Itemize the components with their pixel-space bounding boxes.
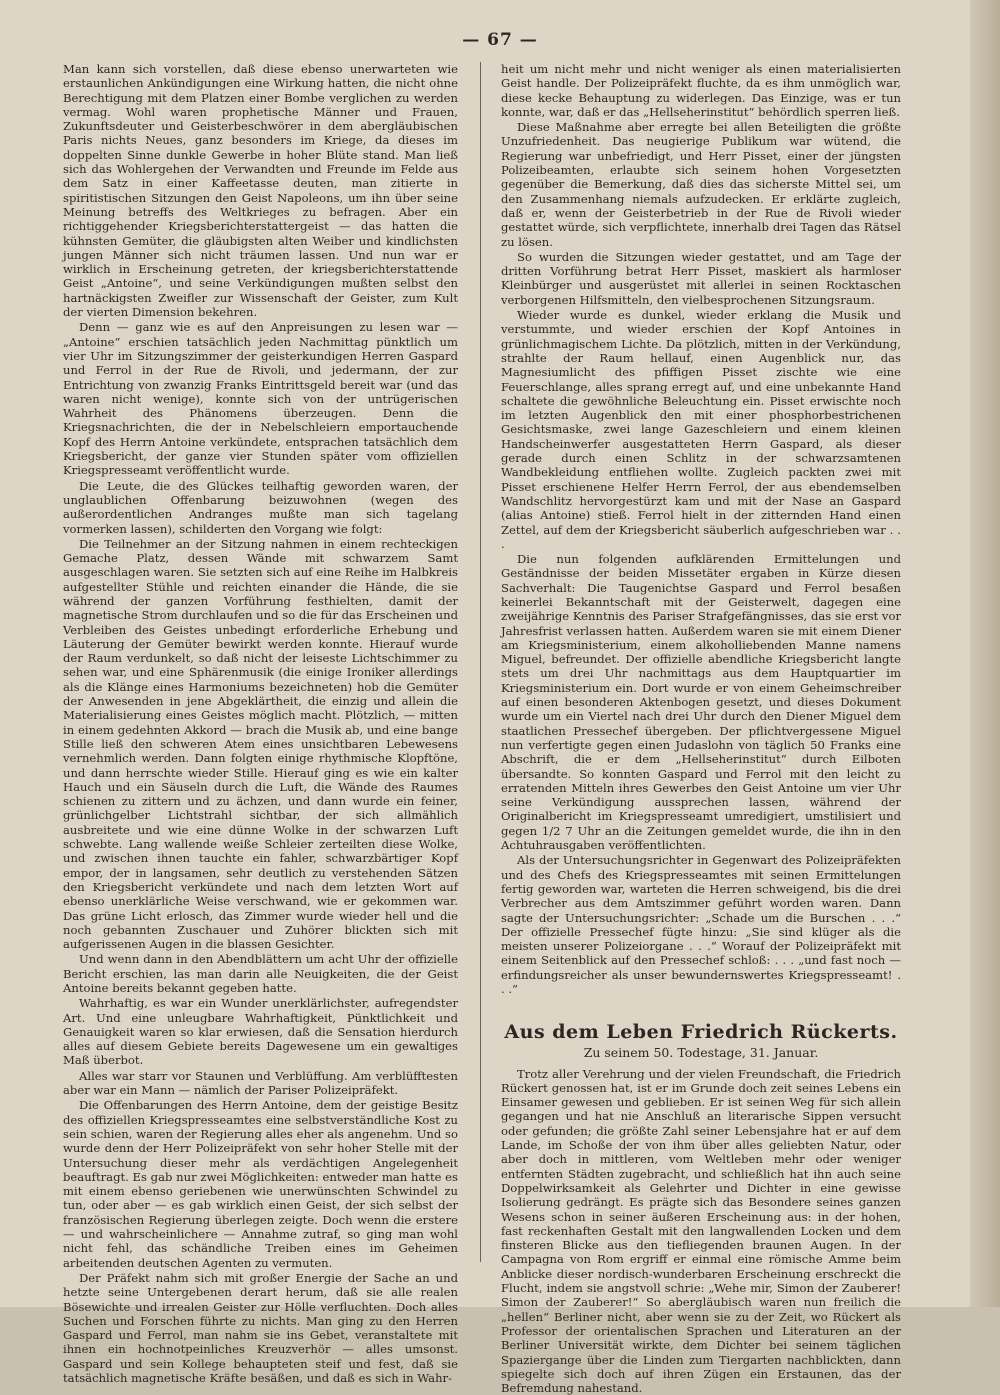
paragraph: Wahrhaftig, es war ein Wunder unerklärlichster, aufregendster Art. Und eine unleugbare Wahrhaftigkeit, Pünktlichkeit und Genauigkeit waren so klar erwiesen, daß die Sensation hierdurch alles auf diesem Gebiete bereits Dagewesene um ein gewaltiges Maß überbot. [63, 996, 458, 1068]
paragraph: Die Leute, die des Glückes teilhaftig geworden waren, der unglaublichen Offenbarung beizuwohnen (wegen des außerordentlichen Andranges mußte man sich tagelang vormerken lassen), schilderten den Vorgang wie folgt: [63, 478, 458, 536]
left-column [63, 62, 458, 1386]
paragraph: Und wenn dann in den Abendblättern um acht Uhr der offizielle Bericht erschien, las man darin alle Neuigkeiten, die der Geist Antoine bereits bekannt gegeben hatte. [63, 952, 458, 995]
paragraph: So wurden die Sitzungen wieder gestattet, und am Tage der dritten Vorführung betrat Herr Pisset, maskiert als harmloser Kleinbürger und ausgerüstet mit allerlei in seinen Rocktaschen verborgenen Hilfsmitteln, den vielbesprochenen Sitzungsraum. [501, 249, 901, 307]
paragraph: Die nun folgenden aufklärenden Ermittelungen und Geständnisse der beiden Missetäter ergaben in Kürze diesen Sachverhalt: Die Taugenichtse Gaspard und Ferrol besaßen keinerlei Bekanntschaft mit der Geisterwelt, dagegen eine zweijährige Kenntnis des Pariser Strafgefängnisses, das sie erst vor Jahresfrist verlassen hatten. Außerdem waren sie mit einem Diener am Kriegsministerium, einem alkoholliebenden Manne namens Miguel, befreundet. Der offizielle abendliche Kriegsbericht langte stets um drei Uhr nachmittags aus dem Hauptquartier im Kriegsministerium ein. Dort wurde er von einem Geheimschreiber auf einen besonderen Aktenbogen gesetzt, und dieses Dokument wurde um ein Viertel nach drei Uhr durch den Diener Miguel dem staatlichen Pressechef übergeben. Der pflichtvergessene Miguel nun verfertigte gegen einen Judaslohn von täglich 50 Franks eine Abschrift, die er dem „Hellseherinstitut“ durch Eilboten übersandte. So konnten Gaspard und Ferrol mit den leicht zu erratenden Mitteln ihres Gewerbes den Geist Antoine um vier Uhr seine Verkündigung aussprechen lassen, während der Originalbericht im Kriegspresseamt umredigiert, umstilisiert und gegen 1/2 7 Uhr an die Zeitungen gemeldet wurde, die ihn in den Achtuhrausgaben veröffentlichten. [501, 552, 901, 853]
column-divider [480, 62, 481, 1262]
paragraph: Die Offenbarungen des Herrn Antoine, dem der geistige Besitz des offiziellen Kriegspresseamtes eine selbstverständliche Kost zu sein schien, waren der Regierung alles eher als angenehm. Und so wurde denn der Herr Polizeipräfekt von sehr hoher Stelle mit der Untersuchung dieser mehr als verdächtigen Angelegenheit beauftragt. Es gab nur zwei Möglichkeiten: entweder man hatte es mit einem ebenso geriebenen wie unerwünschten Schwindel zu tun, oder aber — es gab wirklich einen Geist, der sich selbst der französischen Regierung überlegen zeigte. Doch wenn die erstere — und wahrscheinlichere — Annahme zutraf, so ging man wohl nicht fehl, das schändliche Treiben eines im Geheimen arbeitenden deutschen Agenten zu vermuten. [63, 1098, 458, 1270]
paragraph: Alles war starr vor Staunen und Verblüffung. Am verblüfftesten aber war ein Mann — nämlich der Pariser Polizeipräfekt. [63, 1068, 458, 1098]
paragraph: Als der Untersuchungsrichter in Gegenwart des Polizeipräfekten und des Chefs des Kriegspresseamtes mit seinen Ermittelungen fertig geworden war, warteten die Herren schweigend, bis die drei Verbrecher aus dem Amtszimmer geführt worden waren. Dann sagte der Untersuchungsrichter: „Schade um die Burschen . . .“ Der offizielle Pressechef fügte hinzu: „Sie sind klüger als die meisten unserer Polizeiorgane . . .“ Worauf der Polizeipräfekt mit einem Seitenblick auf den Pressechef schloß: . . . „und fast noch — erfindungsreicher als unser bewundernswertes Kriegspresseamt! . . .“ [501, 853, 901, 996]
page-edge-shadow [970, 0, 1000, 1307]
paragraph: Diese Maßnahme aber erregte bei allen Beteiligten die größte Unzufriedenheit. Das neugierige Publikum war wütend, die Regierung war unbefriedigt, und Herr Pisset, einer der jüngsten Polizeibeamten, erlaubte sich seinem hohen Vorgesetzten gegenüber die Bemerkung, daß dies das sicherste Mittel sei, um den Zusammenhang niemals aufzudecken. Er erklärte zugleich, daß er, wenn der Geisterbetrieb in der Rue de Rivoli wieder gestattet würde, sich verpflichtete, innerhalb drei Tagen das Rätsel zu lösen. [501, 120, 901, 249]
paragraph: Man kann sich vorstellen, daß diese ebenso unerwarteten wie erstaunlichen Ankündigungen eine Wirkung hatten, die nicht ohne Berechtigung mit dem Platzen einer Bombe verglichen zu werden vermag. Wohl waren prophetische Männer und Frauen, Zukunftsdeuter und Geisterbeschwörer in dem abergläubischen Paris nichts Neues, ganz besonders im Kriege, da dieses im doppelten Sinne dunkle Gewerbe in hoher Blüte stand. Man ließ sich das Wohlergehen der Verwandten und Freunde im Felde aus dem Satz in einer Kaffeetasse deuten, man zitierte in spiritistischen Sitzungen den Geist Napoleons, um ihn über seine Meinung betreffs des Weltkrieges zu befragen. Aber ein richtiggehender Kriegsberichterstattergeist — das hatten die kühnsten Gemüter, die gläubigsten alten Weiber und kindlichsten jungen Männer sich nicht träumen lassen. Und nun war er wirklich in Erscheinung getreten, der kriegsberichterstattende Geist „Antoine“, und seine Verkündigungen mußten selbst den hartnäckigsten Zweifler zur Wissenschaft der Geister, zum Kult der vierten Dimension bekehren. [63, 62, 458, 320]
paragraph: Die Teilnehmer an der Sitzung nahmen in einem rechteckigen Gemache Platz, dessen Wände mit schwarzem Samt ausgeschlagen waren. Sie setzten sich auf eine Reihe im Halbkreis aufgestellter Stühle und reichten einander die Hände, die sie während der ganzen Vorführung festhielten, damit der magnetische Strom durchlaufen und so die für das Erscheinen und Verbleiben des Geistes unbedingt erforderliche Erhebung und Läuterung der Gemüter bewirkt werden konnte. Hierauf wurde der Raum verdunkelt, so daß nicht der leiseste Lichtschimmer zu sehen war, und eine Sphärenmusik (die einige Ironiker allerdings als die Klänge eines Harmoniums bezeichneten) hob die Gemüter der Anwesenden in jene Abgeklärtheit, die einzig und allein die Materialisierung eines Geistes möglich macht. Plötzlich, — mitten in einem gedehnten Akkord — brach die Musik ab, und eine bange Stille ließ den schweren Atem eines unsichtbaren Lebewesens vernehmlich werden. Dann folgten einige rhythmische Klopftöne, und dann herrschte wieder Stille. Hierauf ging es wie ein kalter Hauch und ein Säuseln durch die Luft, die Wände des Raumes schienen zu zittern und zu ächzen, und dann wurde ein feiner, grünlichgelber Lichtstrahl sichtbar, der sich allmählich ausbreitete und wie eine dünne Wolke in der schwarzen Luft schwebte. Lang wallende weiße Schleier zerteilten diese Wolke, und zwischen ihnen tauchte ein fahler, schwarzbärtiger Kopf empor, der in langsamen, sehr deutlich zu verstehenden Sätzen den Kriegsbericht verkündete und nach dem letzten Wort auf ebenso unerklärliche Weise verschwand, wie er gekommen war. Das grüne Licht erlosch, das Zimmer wurde wieder hell und die noch gebannten Zuschauer und Zuhörer blickten sich mit aufgerissenen Augen in die blassen Gesichter. [63, 536, 458, 952]
right-column [501, 62, 901, 1395]
paragraph: Denn — ganz wie es auf den Anpreisungen zu lesen war — „Antoine“ erschien tatsächlich jeden Nachmittag pünktlich um vier Uhr im Sitzungszimmer der geisterkundigen Herren Gaspard und Ferrol in der Rue de Rivoli, und jedermann, der zur Entrichtung von zwanzig Franks Eintrittsgeld bereit war (und das waren nicht wenige), konnte sich von der untrügerischen Wahrheit des Phänomens überzeugen. Denn die Kriegsnachrichten, die der in Nebelschleiern emportauchende Kopf des Herrn Antoine verkündete, entsprachen tatsächlich dem Kriegsbericht, der ganze vier Stunden später vom offiziellen Kriegspresseamt veröffentlicht wurde. [63, 320, 458, 478]
article-title: Aus dem Leben Friedrich Rückerts. [504, 1021, 898, 1044]
page-number: — 67 — [462, 30, 538, 50]
paragraph: Der Präfekt nahm sich mit großer Energie der Sache an und hetzte seine Untergebenen derart herum, daß sie alle realen Bösewichte und irrealen Geister zur Hölle verfluchten. Doch alles Suchen und Forschen führte zu nichts. Man ging zu den Herren Gaspard und Ferrol, man nahm sie ins Gebet, veranstaltete mit ihnen ein hochnotpeinliches Kreuzverhör — alles umsonst. Gaspard und sein Kollege behaupteten steif und fest, daß sie tatsächlich magnetische Kräfte besäßen, und daß es sich in Wahr- [63, 1270, 458, 1386]
article-subtitle: Zu seinem 50. Todestage, 31. Januar. [583, 1045, 819, 1061]
paragraph: Trotz aller Verehrung und der vielen Freundschaft, die Friedrich Rückert genossen hat, ist er im Grunde doch zeit seines Lebens ein Einsamer gewesen und geblieben. Er ist seinen Weg für sich allein gegangen und hat nie Anschluß an literarische Sippen versucht oder gefunden; die größte Zahl seiner Lebensjahre hat er auf dem Lande, im Schoße der von ihm über alles geliebten Natur, oder aber doch in mittleren, vom Weltleben mehr oder weniger entfernten Städten zugebracht, und schließlich hat ihn auch seine Doppelwirksamkeit als Gelehrter und Dichter in eine gewisse Isolierung gedrängt. Es prägte sich das Besondere seines ganzen Wesens schon in seiner äußeren Erscheinung aus: in der hohen, fast reckenhaften Gestalt mit den langwallenden Locken und dem finsteren Blicke aus den tiefliegenden braunen Augen. In der Campagna von Rom ergriff er einmal eine römische Amme beim Anblicke dieser nordisch-wunderbaren Erscheinung erschreckt die Flucht, indem sie angstvoll schrie: „Wehe mir, Simon der Zauberer! Simon der Zauberer!“ So abergläubisch waren nun freilich die „hellen“ Berliner nicht, aber wenn sie zu der Zeit, wo Rückert als Professor der orientalischen Sprachen und Literaturen an der Berliner Universität wirkte, dem Dichter bei seinem täglichen Spaziergange über die Linden zum Tiergarten nachblickten, dann spiegelte sich doch auf ihren Zügen ein Erstaunen, das der Befremdung nahestand. [501, 1066, 901, 1395]
paragraph: Wieder wurde es dunkel, wieder erklang die Musik und verstummte, und wieder erschien der Kopf Antoines in grünlichmagischem Lichte. Da plötzlich, mitten in der Verkündung, strahlte der Raum hellauf, einen Augenblick nur, das Magnesiumlicht des pfiffigen Pisset zischte wie eine Feuerschlange, alles sprang erregt auf, und eine unbekannte Hand schaltete die gewöhnliche Beleuchtung ein. Pisset erwischte noch im letzten Augenblick den mit einer phosphorbestrichenen Gesichtsmaske, zwei lange Gazeschleiern und einem kleinen Handscheinwerfer ausgestatteten Herrn Gaspard, als dieser gerade durch einen Schlitz in der schwarzsamtenen Wandbekleidung entfliehen wollte. Zugleich packten zwei mit Pisset erschienene Helfer Herrn Ferrol, der aus ebendemselben Wandschlitz hervorgestürzt kam und mit der Nase an Gaspard (alias Antoine) stieß. Ferrol hielt in der zitternden Hand einen Zettel, auf dem der Kriegsbericht säuberlich aufgeschrieben war . . . [501, 308, 901, 551]
paragraph: heit um nicht mehr und nicht weniger als einen materialisierten Geist handle. Der Polizeipräfekt fluchte, da es ihm unmöglich war, diese kecke Behauptung zu widerlegen. Das Einzige, was er tun konnte, war, daß er das „Hellseherinstitut“ behördlich sperren ließ. [501, 62, 901, 119]
